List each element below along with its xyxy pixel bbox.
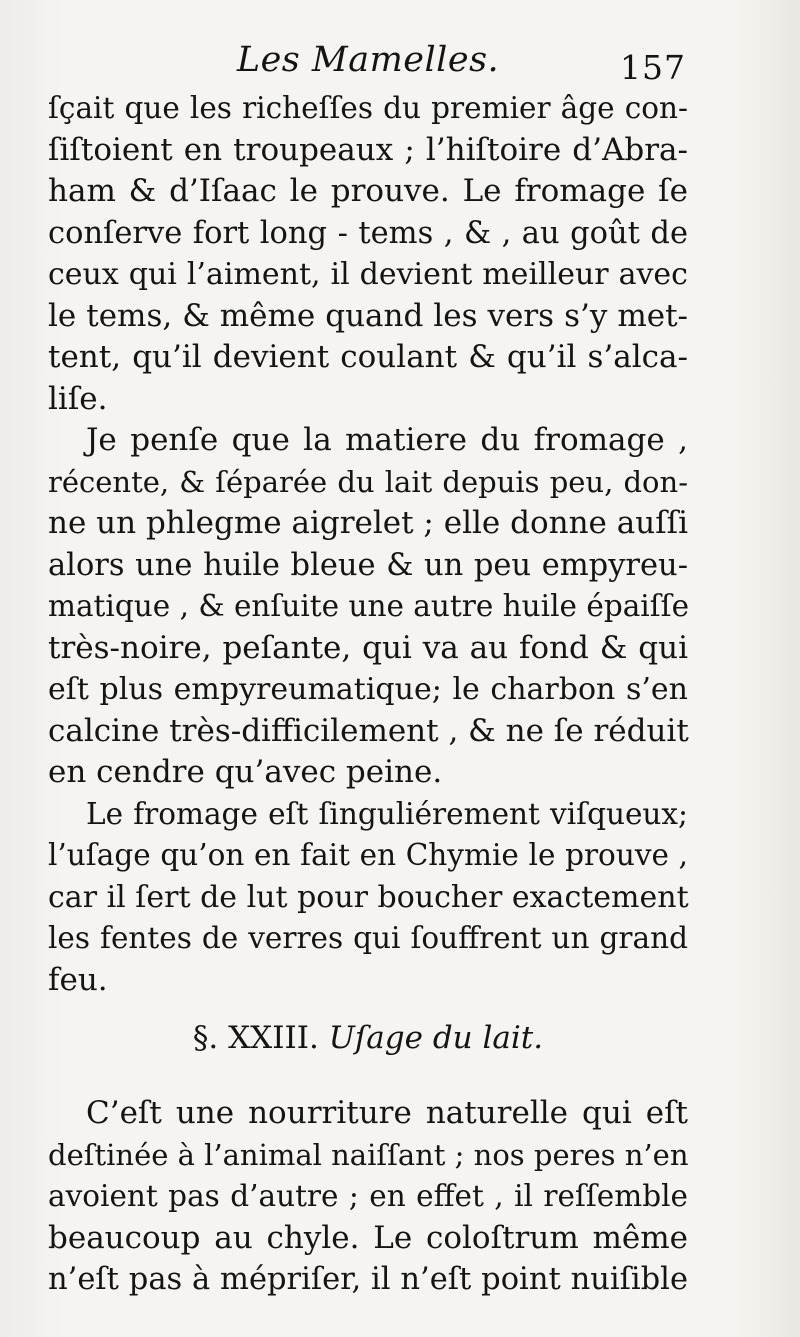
text-line: Le fromage eſt ſinguliérement viſqueux; (86, 796, 688, 831)
text-line: ceux qui l’aiment, il devient meilleur avec (48, 257, 688, 292)
body-text (48, 88, 688, 1301)
text-line: beaucoup au chyle. Le coloſtrum même (48, 1219, 688, 1256)
text-line: deſtinée à l’animal naiſſant ; nos peres n’en (48, 1137, 689, 1172)
text-line: le tems, & même quand les vers s’y met- (48, 297, 688, 334)
text-line: C’eſt une nourriture naturelle qui eſt (86, 1095, 688, 1131)
section-number: §. XXIII. (192, 1020, 319, 1056)
text-line: en cendre qu’avec peine. (48, 754, 443, 790)
text-line: récente, & ſéparée du lait depuis peu, don- (48, 464, 688, 499)
section-title: Uſage du lait. (328, 1020, 544, 1056)
text-line: ſçait que les richeſſes du premier âge con- (48, 91, 688, 125)
text-line: l’uſage qu’on en fait en Chymie le prouve , (48, 838, 688, 872)
text-line: conſerve fort long - tems , & , au goût de (48, 215, 688, 251)
text-line: très-noire, peſante, qui va au fond & qui (48, 629, 688, 666)
text-line: ne un phlegme aigrelet ; elle donne auſſi (48, 505, 689, 541)
text-line: liſe. (48, 380, 108, 417)
text-line: ſiſtoient en troupeaux ; l’hiſtoire d’Abra- (48, 131, 688, 168)
text-line: feu. (48, 961, 108, 998)
page-number: 157 (620, 48, 686, 87)
text-line: Je penſe que la matiere du fromage , (86, 422, 688, 458)
text-line: alors une huile bleue & un peu empyreu- (48, 547, 688, 583)
section-heading (48, 1001, 688, 1093)
text-line: avoient pas d’autre ; en effet , il reſſemble (48, 1179, 688, 1213)
text-line: n’eſt pas à mépriſer, il n’eſt point nuiſible (48, 1262, 688, 1297)
text-line: calcine très-difficilement , & ne ſe réduit (48, 712, 689, 749)
text-line: eſt plus empyreumatique; le charbon s’en (48, 672, 688, 707)
text-line: matique , & enſuite une autre huile épaiſſe (48, 589, 690, 623)
text-line: les fentes de verres qui ſouffrent un grand (48, 921, 688, 955)
text-line: car il ſert de lut pour boucher exactement (48, 879, 689, 915)
running-title: Les Mamelles. (236, 40, 500, 80)
text-line: tent, qu’il devient coulant & qu’il s’alca- (48, 339, 688, 375)
text-line: ham & d’Iſaac le prouve. Le fromage ſe (48, 173, 688, 209)
